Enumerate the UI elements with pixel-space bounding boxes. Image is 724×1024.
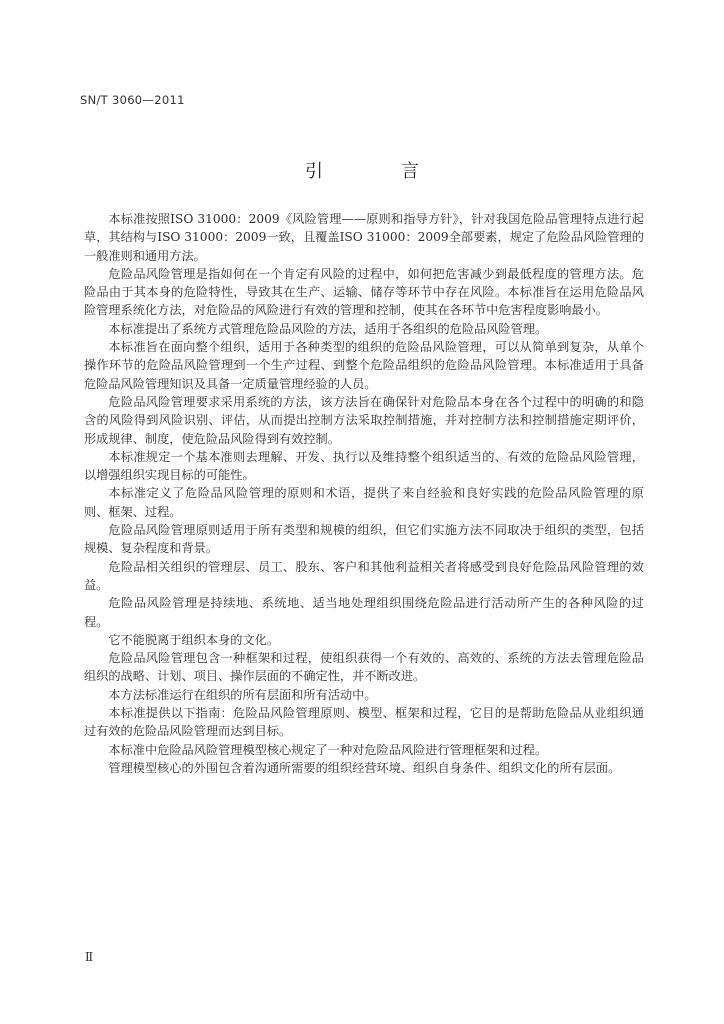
paragraph: 本标准定义了危险品风险管理的原则和术语，提供了来自经验和良好实践的危险品风险管理的原则、框架、过程。 [84, 486, 644, 519]
paragraph: 本标准旨在面向整个组织，适用于各种类型的组织的危险品风险管理，可以从简单到复杂，从单个操作环节的危险品风险管理到一个生产过程、到整个危险品组织的危险品风险管理。本标准适用于具备危险品风险管理知识及具备一定质量管理经验的人员。 [84, 340, 644, 391]
paragraph: 本标准中危险品风险管理模型核心规定了一种对危险品风险进行管理框架和过程。 [108, 742, 548, 757]
paragraph: 本标准按照ISO 31000：2009《风险管理——原则和指导方针》，针对我国危险品管理特点进行起草，其结构与ISO 31000：2009一致，且覆盖ISO 31000：2009全部要素，规定了危险品风险管理的一般准则和通用方法。 [84, 212, 644, 263]
paragraph: 危险品风险管理是持续地、系统地、适当地处理组织围绕危险品进行活动所产生的各种风险的过程。 [84, 596, 644, 629]
paragraph: 危险品风险管理要求采用系统的方法，该方法旨在确保针对危险品本身在各个过程中的明确的和隐含的风险得到风险识别、评估，从而提出控制方法采取控制措施，并对控制方法和控制措施定期评价，形成规律、制度，使危险品风险得到有效控制。 [84, 394, 644, 446]
paragraph: 危险品风险管理原则适用于所有类型和规模的组织，但它们实施方法不同取决于组织的类型，包括规模、复杂程度和背景。 [84, 523, 644, 556]
page-number: Ⅱ [85, 950, 94, 964]
paragraph: 危险品风险管理包含一种框架和过程，使组织获得一个有效的、高效的、系统的方法去管理危险品组织的战略、计划、项目、操作层面的不确定性，并不断改进。 [84, 651, 644, 684]
paragraph: 本标准规定一个基本准则去理解、开发、执行以及维持整个组织适当的、有效的危险品风险管理，以增强组织实现目标的可能性。 [84, 449, 644, 483]
paragraph: 危险品风险管理是指如何在一个肯定有风险的过程中，如何把危害减少到最低程度的管理方法。危险品由于其本身的危险特性，导致其在生产、运输、储存等环节中存在风险。本标准旨在运用危险品风险管理系统化方法，对危险品的风险进行有效的管理和控制，使其在各环节中危害程度影响最小。 [84, 266, 644, 318]
paragraph: 危险品相关组织的管理层、员工、股东、客户和其他利益相关者将感受到良好危险品风险管理的效益。 [84, 559, 644, 592]
paragraph: 本方法标准运行在组织的所有层面和所有活动中。 [108, 687, 377, 702]
page-title: 引 言 [305, 161, 449, 182]
paragraph: 本标准提出了系统方式管理危险品风险的方法，适用于各组织的危险品风险管理。 [108, 321, 548, 336]
paragraph: 本标准提供以下指南：危险品风险管理原则、模型、框架和过程，它目的是帮助危险品从业组织通过有效的危险品风险管理而达到目标。 [84, 706, 644, 739]
paragraph: 管理模型核心的外围包含着沟通所需要的组织经营环境、组织自身条件、组织文化的所有层面。 [108, 760, 621, 775]
body-text [84, 210, 644, 777]
paragraph: 它不能脱离于组织本身的文化。 [108, 632, 280, 647]
standard-code: SN/T 3060—2011 [80, 93, 185, 107]
